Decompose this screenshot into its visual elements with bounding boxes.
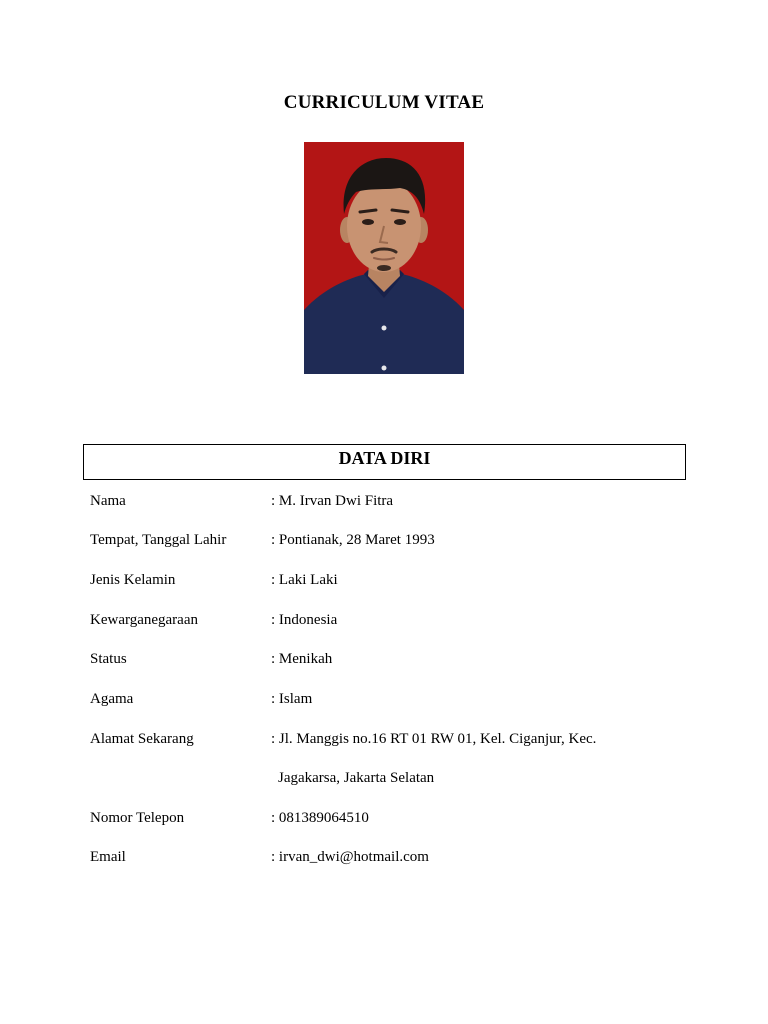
- field-label: Agama: [90, 691, 134, 707]
- section-title: DATA DIRI: [338, 448, 431, 468]
- field-label: Kewarganegaraan: [90, 612, 198, 628]
- field-row-nationality: [90, 609, 690, 631]
- field-label: Nomor Telepon: [90, 810, 185, 826]
- field-label: Jenis Kelamin: [90, 572, 176, 588]
- field-label: Email: [90, 849, 126, 865]
- field-label: Nama: [90, 493, 126, 509]
- field-row-nama: [90, 490, 690, 512]
- field-value: : 081389064510: [271, 810, 369, 826]
- field-row-address-continued: [90, 767, 690, 789]
- field-value-continuation: Jagakarsa, Jakarta Selatan: [278, 770, 435, 786]
- field-row-gender: [90, 569, 690, 591]
- field-value: : Menikah: [271, 651, 333, 667]
- field-value: : Islam: [271, 691, 313, 707]
- field-row-religion: [90, 688, 690, 710]
- field-row-email: [90, 846, 690, 868]
- field-label: Tempat, Tanggal Lahir: [90, 532, 227, 548]
- field-value: : M. Irvan Dwi Fitra: [271, 493, 394, 509]
- field-label: Status: [90, 651, 127, 667]
- field-value: : Pontianak, 28 Maret 1993: [271, 532, 435, 548]
- field-row-address: [90, 728, 690, 750]
- document-title: CURRICULUM VITAE: [283, 92, 485, 113]
- field-label: Alamat Sekarang: [90, 731, 194, 747]
- field-value: : Laki Laki: [271, 572, 338, 588]
- field-value: : Indonesia: [271, 612, 338, 628]
- field-row-phone: [90, 807, 690, 829]
- section-header-box: [83, 444, 686, 480]
- field-row-birth: [90, 529, 690, 551]
- field-value: : Jl. Manggis no.16 RT 01 RW 01, Kel. Ciganjur, Kec.: [271, 731, 597, 747]
- field-value: : irvan_dwi@hotmail.com: [271, 849, 429, 865]
- profile-photo: [304, 142, 464, 374]
- portrait-illustration: [304, 142, 464, 374]
- field-row-status: [90, 648, 690, 670]
